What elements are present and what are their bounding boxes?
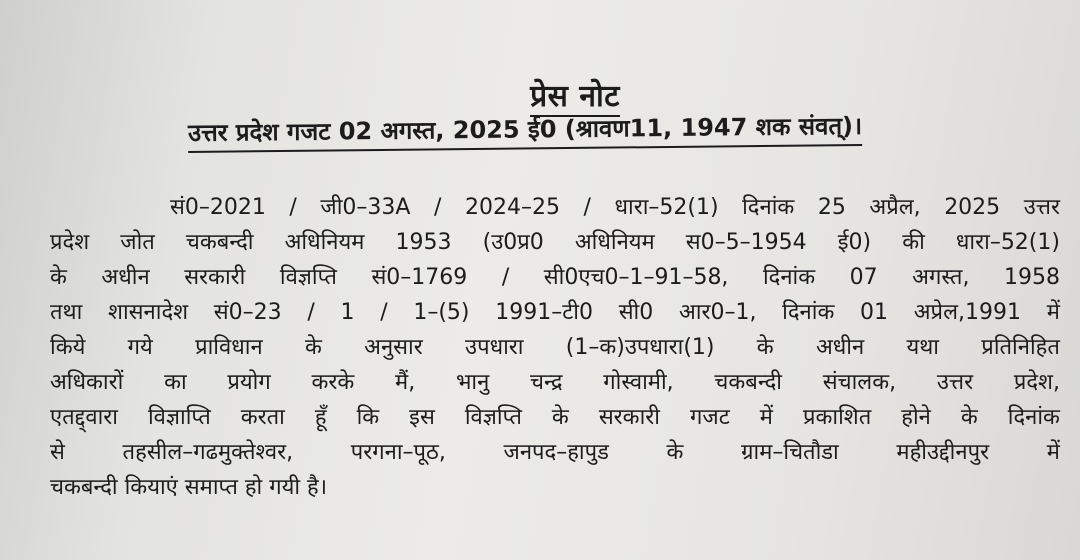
notice-line: किये गये प्राविधान के अनुसार उपधारा (1–क)उपधारा(1) के अधीन यथा प्रतिनिहित [50, 335, 1060, 360]
notice-line: चकबन्दी कियाएं समाप्त हो गयी है। [50, 475, 328, 500]
notice-body [50, 190, 1060, 505]
notice-line: एतद्द्वारा विज्ञाप्ति करता हूँ कि इस विज्ञप्ति के सरकारी गजट में प्रकाशित होने के दिनांक [50, 405, 1060, 430]
notice-line: तथा शासनादेश सं0–23 / 1 / 1–(5) 1991–टी0 सी0 आर0–1, दिनांक 01 अप्रेल,1991 में [50, 300, 1060, 325]
notice-line: अधिकारों का प्रयोग करके मैं, भानु चन्द्र गोस्वामी, चकबन्दी संचालक, उत्तर प्रदेश, [50, 370, 1060, 395]
notice-line: से तहसील–गढमुक्तेश्वर, परगना–पूठ, जनपद–हापुड के ग्राम–चितौडा महीउद्दीनपुर में [50, 440, 1060, 465]
press-note-title: प्रेस नोट [0, 74, 1080, 115]
notice-line: सं0–2021 / जी0–33A / 2024–25 / धारा–52(1) दिनांक 25 अप्रैल, 2025 उत्तर [170, 195, 1060, 220]
notice-line: प्रदेश जोत चकबन्दी अधिनियम 1953 (उ0प्र0 अधिनियम स0–5–1954 ई0) की धारा–52(1) [50, 230, 1060, 255]
gazette-reference: उत्तर प्रदेश गजट 02 अगस्त, 2025 ई0 (श्रावण11, 1947 शक संवत्)। [188, 109, 863, 153]
notice-line: के अधीन सरकारी विज्ञप्ति सं0–1769 / सी0एच0–1–91–58, दिनांक 07 अगस्त, 1958 [50, 265, 1060, 290]
